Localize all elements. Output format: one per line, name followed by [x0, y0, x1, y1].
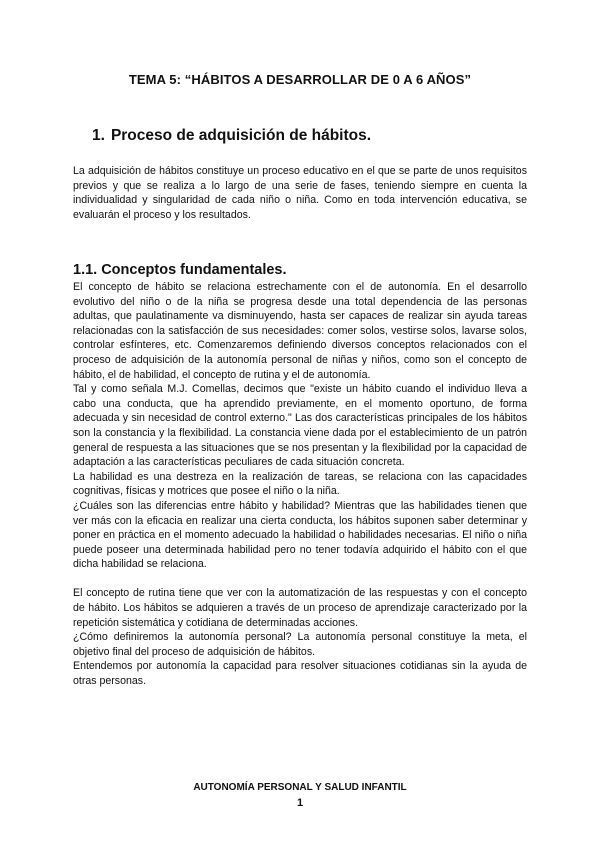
section-heading — [92, 127, 371, 145]
paragraph-rutina: El concepto de rutina tiene que ver con la automatización de las respuestas y con el concepto de hábito. Los hábitos se adquieren a través de un proceso de aprendizaje caracterizado por la repetición sistemática y cotidiana de determinadas acciones. — [73, 587, 527, 629]
paragraph-diferencias: ¿Cuáles son las diferencias entre hábito y habilidad? Mientras que las habilidades tienen que ver más con la eficacia en realizar una cierta conducta, los hábitos suponen saber determinar y poner en práctica en el momento adecuado la habilidad o habilidades necesarias. El niño o niña puede poseer una determinada habilidad pero no tener todavía adquirido el hábito con el que dicha habilidad se relaciona. — [73, 499, 527, 571]
footer-course-title: AUTONOMÍA PERSONAL Y SALUD INFANTIL — [193, 782, 407, 793]
section-title: Proceso de adquisición de hábitos. — [110, 127, 372, 144]
paragraph-habilidad: La habilidad es una destreza en la realización de tareas, se relaciona con las capacidades cognitivas, físicas y motrices que posee el niño o la niña. — [73, 470, 527, 498]
intro-paragraph: La adquisición de hábitos constituye un proceso educativo en el que se parte de unos requisitos previos y que se realiza a lo largo de una serie de fases, teniendo siempre en cuenta la individualidad y singularidad de cada niño o niña. Como en toda intervención educativa, se evaluarán el proceso y los resultados. — [73, 165, 527, 221]
paragraph-habito-definicion: Tal y como señala M.J. Comellas, decimos que "existe un hábito cuando el individuo lleva a cabo una conducta, que ha aprendido previamente, en el momento oportuno, de forma adecuada y sin necesidad de control externo." Las dos características principales de los hábitos son la constancia y la flexibilidad. La constancia viene dada por el establecimiento de un patrón general de respuesta a las situaciones que se nos presentan y la flexibilidad por la capacidad de adaptación a las características peculiares de cada situación concreta. — [73, 383, 527, 469]
paragraph-autonomia-pregunta: ¿Cómo definiremos la autonomía personal? La autonomía personal constituye la meta, el objetivo final del proceso de adquisición de hábitos. — [73, 631, 527, 658]
paragraph-autonomia: El concepto de hábito se relaciona estrechamente con el de autonomía. En el desarrollo evolutivo del niño o de la niña se progresa desde una total dependencia de las personas adultas, que paulatinamente va disminuyendo, hasta ser capaces de realizar sin ayuda tareas relacionadas con la satisfacción de sus necesidades: comer solos, vestirse solos, lavarse solos, controlar esfínteres, etc. Comenzaremos definiendo diversos conceptos relacionados con el proceso de adquisición de la autonomía personal de niñas y niños, como son el concepto de hábito, el de habilidad, el concepto de rutina y el de autonomía. — [73, 281, 527, 381]
subsection-heading: 1.1. Conceptos fundamentales. — [73, 262, 287, 278]
document-title: TEMA 5: “HÁBITOS A DESARROLLAR DE 0 A 6 AÑOS” — [128, 72, 472, 87]
section-number: 1. — [92, 127, 105, 144]
paragraph-autonomia-definicion: Entendemos por autonomía la capacidad para resolver situaciones cotidianas sin la ayuda de otras personas. — [73, 660, 527, 688]
body-text — [73, 280, 527, 689]
page-number: 1 — [296, 797, 304, 809]
